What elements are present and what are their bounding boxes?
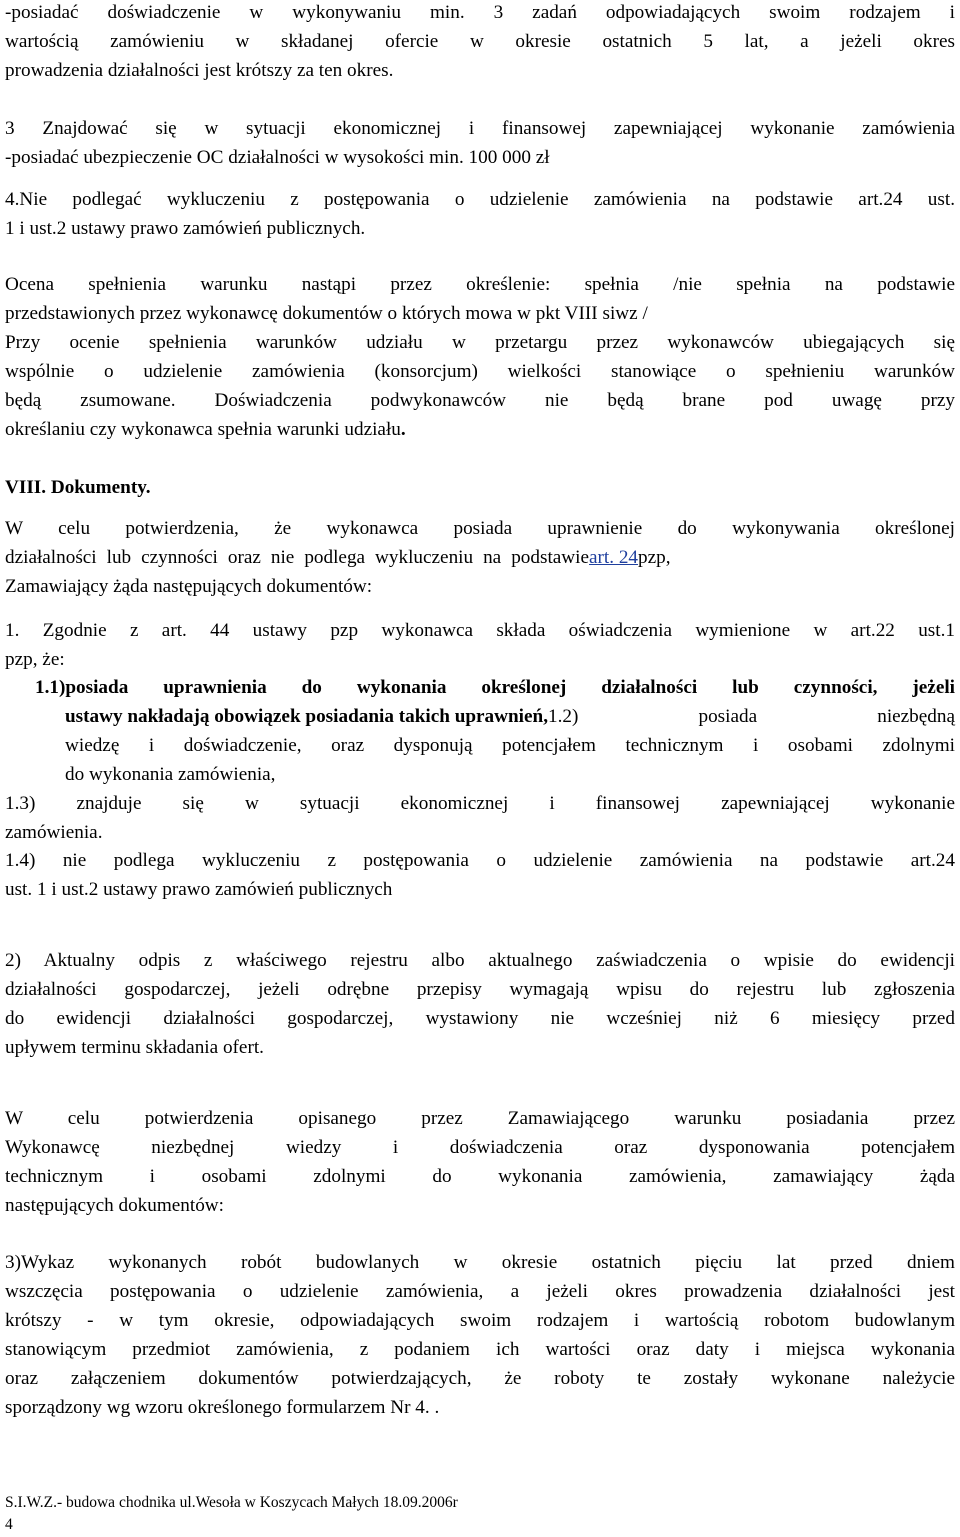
intro-line-1: -posiadać doświadczenie w wykonywaniu min. 3 zadań odpowiadających swoim rodzajem i (5, 2, 955, 23)
assessment-line-6-text: określaniu czy wykonawca spełnia warunki udziału (5, 419, 401, 440)
item-1-2-line-3: do wykonania zamówienia, (65, 764, 276, 785)
item-3-line-5: oraz załączeniem dokumentów potwierdzających, że roboty te zostały wykonane należycie (5, 1368, 955, 1389)
item-3-line-4: stanowiącym przedmiot zamówienia, z podaniem ich wartości oraz daty i miejsca wykonania (5, 1339, 955, 1360)
item-3-line-1: 3)Wykaz wykonanych robót budowlanych w okresie ostatnich pięciu lat przed dniem (5, 1252, 955, 1273)
item-1-line-2: pzp, że: (5, 649, 65, 670)
assessment-line-4: wspólnie o udzielenie zamówienia (konsorcjum) wielkości stanowiące o spełnieniu warunków (5, 361, 955, 382)
assessment-line-2: przedstawionych przez wykonawcę dokumentów o których mowa w pkt VIII siwz / (5, 303, 648, 324)
item-1-1-line-1: 1.1)posiada uprawnienia do wykonania określonej działalności lub czynności, jeżeli (35, 677, 955, 698)
assessment-line-5: będą zsumowane. Doświadczenia podwykonawców nie będą brane pod uwagę przy (5, 390, 955, 411)
knowledge-line-4: następujących dokumentów: (5, 1195, 224, 1216)
item-1-1-line-2 (65, 702, 955, 731)
section-title: VIII. Dokumenty. (5, 477, 151, 498)
item-1-3-line-1: 1.3) znajduje się w sytuacji ekonomicznej i finansowej zapewniającej wykonanie (5, 793, 955, 814)
footer-text: S.I.W.Z.- budowa chodnika ul.Wesoła w Koszycach Małych 18.09.2006r (5, 1494, 458, 1511)
knowledge-line-3: technicznym i osobami zdolnymi do wykonania zamówienia, zamawiający żąda (5, 1166, 955, 1187)
item-1-2-line-2: wiedzę i doświadczenie, oraz dysponują potencjałem technicznym i osobami zdolnymi (65, 735, 955, 756)
intro-line-2: wartością zamówieniu w składanej ofercie w okresie ostatnich 5 lat, a jeżeli okres (5, 31, 955, 52)
assessment-line-6-period: . (400, 419, 406, 440)
purpose-line-3: Zamawiający żąda następujących dokumentów: (5, 576, 373, 597)
item-1-2-start: 1.2) posiada niezbędną (548, 706, 955, 727)
art-24-link[interactable]: art. 24 (589, 547, 639, 568)
intro-line-3: prowadzenia działalności jest krótszy za ten okres. (5, 60, 394, 81)
item-1-3-line-2: zamówienia. (5, 822, 103, 843)
item-1-line-1: 1. Zgodnie z art. 44 ustawy pzp wykonawca składa oświadczenia wymienione w art.22 ust.1 (5, 620, 955, 641)
condition-3-line-1: 3 Znajdować się w sytuacji ekonomicznej i finansowej zapewniającej wykonanie zamówienia (5, 118, 955, 139)
assessment-line-6 (5, 415, 406, 444)
purpose-line-1: W celu potwierdzenia, że wykonawca posiada uprawnienie do wykonywania określonej (5, 518, 955, 539)
footer-page-number: 4 (5, 1516, 13, 1533)
item-1-4-line-2: ust. 1 i ust.2 ustawy prawo zamówień publicznych (5, 879, 393, 900)
item-2-line-4: upływem terminu składania ofert. (5, 1037, 264, 1058)
item-2-line-2: działalności gospodarczej, jeżeli odrębne przepisy wymagają wpisu do rejestru lub zgłoszenia (5, 979, 955, 1000)
purpose-line-2 (5, 543, 955, 572)
item-2-line-3: do ewidencji działalności gospodarczej, wystawiony nie wcześniej niż 6 miesięcy przed (5, 1008, 955, 1029)
item-3-line-2: wszczęcia postępowania o udzielenie zamówienia, a jeżeli okres prowadzenia działalności jest (5, 1281, 955, 1302)
purpose-line-2-suffix: pzp, (638, 547, 671, 568)
condition-4-line-1: 4.Nie podlegać wykluczeniu z postępowania o udzielenie zamówienia na podstawie art.24 ust. (5, 189, 955, 210)
item-1-1-line-2-bold: ustawy nakładają obowiązek posiadania takich uprawnień, (65, 706, 548, 727)
item-3-line-6: sporządzony wg wzoru określonego formularzem Nr 4. . (5, 1397, 440, 1418)
knowledge-line-2: Wykonawcę niezbędnej wiedzy i doświadczenia oraz dysponowania potencjałem (5, 1137, 955, 1158)
item-2-line-1: 2) Aktualny odpis z właściwego rejestru albo aktualnego zaświadczenia o wpisie do ewidencji (5, 950, 955, 971)
condition-4-line-2: 1 i ust.2 ustawy prawo zamówień publicznych. (5, 218, 366, 239)
item-1-4-line-1: 1.4) nie podlega wykluczeniu z postępowania o udzielenie zamówienia na podstawie art.24 (5, 850, 955, 871)
purpose-line-2-text: działalności lub czynności oraz nie podlega wykluczeniu na podstawie (5, 547, 589, 568)
assessment-line-3: Przy ocenie spełnienia warunków udziału w przetargu przez wykonawców ubiegających się (5, 332, 955, 353)
assessment-line-1: Ocena spełnienia warunku nastąpi przez określenie: spełnia /nie spełnia na podstawie (5, 274, 955, 295)
condition-3-line-2: -posiadać ubezpieczenie OC działalności w wysokości min. 100 000 zł (5, 147, 550, 168)
knowledge-line-1: W celu potwierdzenia opisanego przez Zamawiającego warunku posiadania przez (5, 1108, 955, 1129)
item-3-line-3: krótszy - w tym okresie, odpowiadających swoim rodzajem i wartością robotom budowlanym (5, 1310, 955, 1331)
